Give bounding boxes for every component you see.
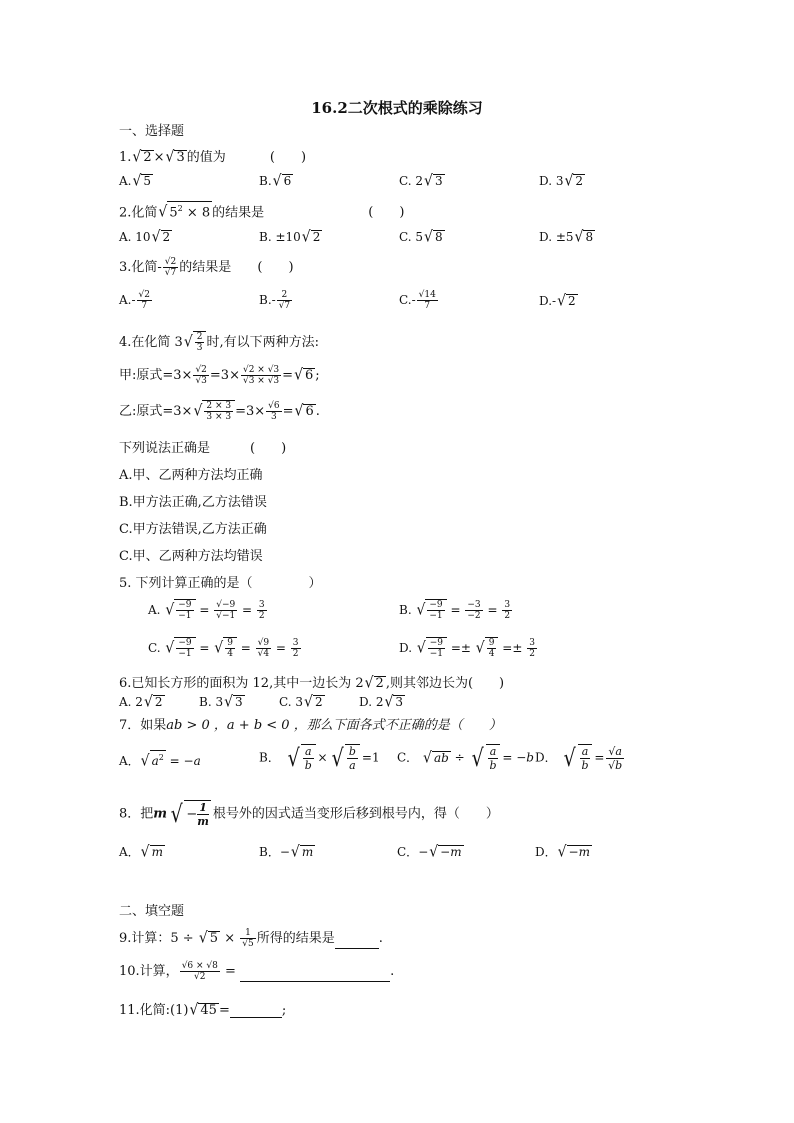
question-7: 7．如果ab > 0 ，a + b < 0 ，那么下面各式不正确的是（ ）: [119, 718, 502, 733]
q4-option-a[interactable]: A.甲、乙两种方法均正确: [119, 468, 263, 483]
question-6: 6.已知长方形的面积为 12,其中一边长为 2√ 2 ,则其邻边长为( ): [119, 674, 505, 692]
q1-option-d[interactable]: D. 3√ 2: [539, 172, 584, 190]
page-title: 16.2二次根式的乘除练习: [311, 99, 483, 117]
q10-answer-blank[interactable]: [240, 981, 390, 982]
q3-option-b[interactable]: B.- $\frac{2}{√7}$: [259, 290, 291, 311]
q4-option-d[interactable]: C.甲、乙两种方法均错误: [119, 549, 263, 564]
q8-option-d[interactable]: D．√ −m: [535, 843, 590, 861]
q3-option-d[interactable]: D.-√ 2: [539, 292, 576, 310]
q6-option-d[interactable]: D. 2√ 3: [359, 693, 404, 711]
question-8: 8．把m √ − $\frac{1}{m}$ 根号外的因式适当变形后移到根号内，得（ ）: [119, 800, 499, 828]
q8-option-b[interactable]: B．−√ m: [259, 843, 314, 861]
q5-option-a[interactable]: A. √ $\frac{-9}{-1}$ = $\frac{√-9}{√-1}$ = $\frac{3}{2}$: [148, 600, 265, 621]
q2-option-d[interactable]: D. ±5√ 8: [539, 228, 594, 246]
q7-option-c[interactable]: C． √ ab ÷ √ $\frac{a}{b}$ = −b: [397, 744, 534, 772]
question-3: 3.化简- $\frac{√2}{√7}$ 的结果是 ( ): [119, 257, 294, 278]
q6-option-b[interactable]: B. 3√ 3: [199, 693, 243, 711]
section-fill-in: 二、填空题: [119, 904, 185, 919]
question-11: 11.化简:(1)√ 45 = ;: [119, 1001, 287, 1019]
q8-option-a[interactable]: A．√ m: [119, 843, 163, 861]
section-multiple-choice: 一、选择题: [119, 124, 185, 139]
q7-option-d[interactable]: D． √ $\frac{a}{b}$ = $\frac{√a}{√b}$: [535, 744, 623, 772]
q5-option-b[interactable]: B. √ $\frac{-9}{-1}$ = $\frac{-3}{-2}$ = $\frac{3}{2}$: [399, 600, 511, 621]
question-1: 1.√ 2 ×√ 3 的值为 ( ): [119, 148, 307, 166]
q6-option-a[interactable]: A. 2√ 2: [119, 693, 163, 711]
q2-option-a[interactable]: A. 10√ 2: [119, 228, 171, 246]
question-10: 10.计算， $\frac{√6 \times √8}{√2}$ = .: [119, 961, 395, 982]
q8-option-c[interactable]: C．−√ −m: [397, 843, 462, 861]
question-9: 9.计算：5 ÷ √ 5 × $\frac{1}{√5}$ 所得的结果是 .: [119, 928, 383, 949]
q1-option-a[interactable]: A.√ 5: [119, 172, 152, 190]
method-yi: 乙:原式=3×√ $\frac{2 \times 3}{3 \times 3}$ =3× $\frac{√6}{3}$ =√ 6 .: [119, 401, 320, 422]
q1-option-c[interactable]: C. 2√ 3: [399, 172, 443, 190]
question-4: 4.在化简 3√ $\frac{2}{3}$ 时,有以下两种方法:: [119, 332, 319, 353]
q3-option-a[interactable]: A.- $\frac{√2}{7}$: [119, 290, 151, 311]
q11-answer-blank[interactable]: [230, 1017, 282, 1018]
q4-option-c[interactable]: C.甲方法错误,乙方法正确: [119, 522, 267, 537]
q5-option-d[interactable]: D. √ $\frac{-9}{-1}$ =± √ $\frac{9}{4}$ =± $\frac{3}{2}$: [399, 638, 535, 659]
q2-option-b[interactable]: B. ±10√ 2: [259, 228, 321, 246]
q6-option-c[interactable]: C. 3√ 2: [279, 693, 323, 711]
q4-ask: 下列说法正确是 ( ): [119, 441, 287, 456]
q9-answer-blank[interactable]: [335, 948, 379, 949]
q2-option-c[interactable]: C. 5√ 8: [399, 228, 443, 246]
method-jia: 甲:原式=3× $\frac{√2}{√3}$ =3× $\frac{√2 \times √3}{√3 \times √3}$ =√ 6 ;: [119, 365, 320, 386]
question-5: 5. 下列计算正确的是（ ）: [119, 576, 322, 591]
q1-option-b[interactable]: B.√ 6: [259, 172, 292, 190]
q3-option-c[interactable]: C.- $\frac{√14}{7}$: [399, 290, 436, 311]
q5-option-c[interactable]: C. √ $\frac{-9}{-1}$ = √ $\frac{9}{4}$ = $\frac{√9}{√4}$ = $\frac{3}{2}$: [148, 638, 299, 659]
q7-option-a[interactable]: A．√ $a^2 = -a$: [119, 750, 201, 769]
q4-option-b[interactable]: B.甲方法正确,乙方法错误: [119, 495, 267, 510]
question-2: 2.化简√ $5^2 \times 8$ 的结果是 ( ): [119, 201, 404, 220]
q7-option-b[interactable]: B． √ $\frac{a}{b}$ × √ $\frac{b}{a}$ =1: [259, 744, 380, 772]
